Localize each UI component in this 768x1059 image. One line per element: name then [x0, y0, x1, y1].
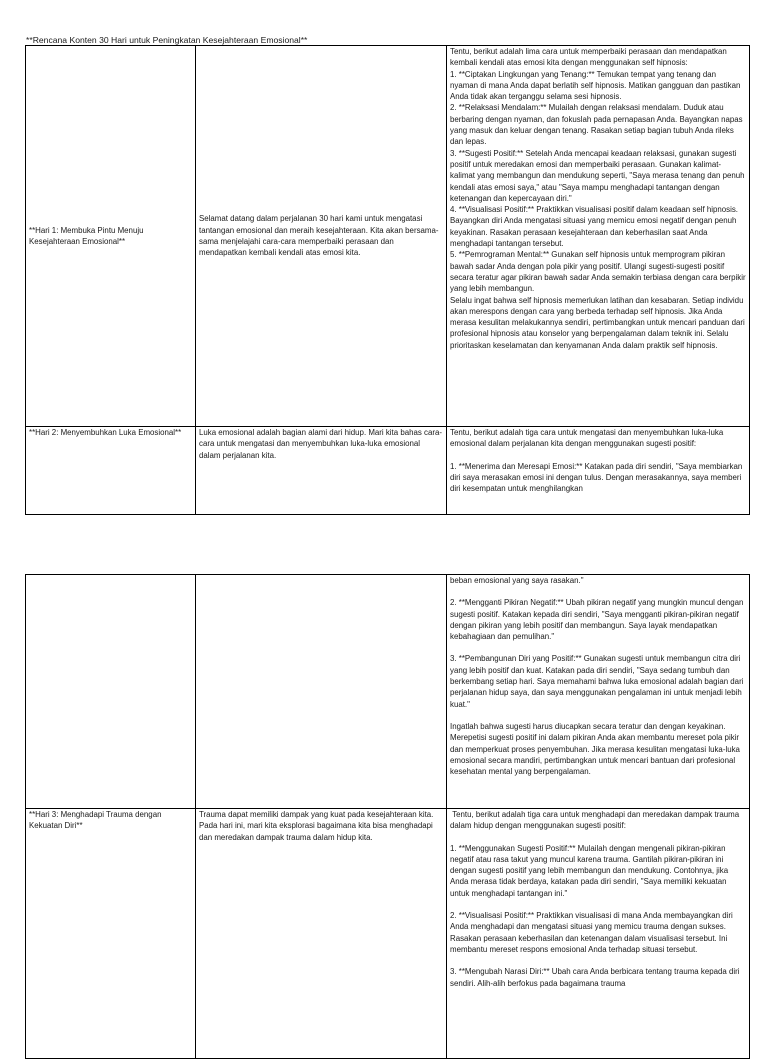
table-row	[26, 46, 750, 427]
day-title: **Hari 1: Membuka Pintu Menuju Kesejahteraan Emosional**	[29, 225, 146, 246]
content-paragraph: 3. **Pembangunan Diri yang Positif:** Gunakan sugesti untuk membangun citra diri yang lebih positif dan kuat. Katakan pada diri sendiri, "Saya sedang tumbuh dan berkembang setiap hari. Saya memahami bahwa luka emosional adalah bagian dari perjalanan hidup saya, dan saya menggunakan pengalaman ini untuk menjadi lebih kuat."	[450, 654, 746, 709]
content-paragraph: 2. **Mengganti Pikiran Negatif:** Ubah pikiran negatif yang mungkin muncul dengan sugesti positif. Katakan kepada diri sendiri, "Saya mengganti pikiran-pikiran negatif dengan pikiran yang lebih positif dan membangun. Saya layak mendapatkan kebahagiaan dan pemulihan."	[450, 598, 746, 642]
day-intro: Luka emosional adalah bagian alami dari hidup. Mari kita bahas cara-cara untuk mengatasi dan menyembuhkan luka-luka emosional dalam perjalanan kita.	[199, 428, 442, 460]
day-content-cell	[447, 46, 750, 427]
day-content-cell	[447, 809, 750, 1059]
content-paragraph: Tentu, berikut adalah tiga cara untuk mengatasi dan menyembuhkan luka-luka emosional dalam perjalanan kita dengan menggunakan sugesti positif:	[450, 428, 726, 449]
content-paragraph: Tentu, berikut adalah tiga cara untuk menghadapi dan meredakan dampak trauma dalam hidup dengan menggunakan sugesti positif:	[450, 810, 742, 831]
content-paragraph: Ingatlah bahwa sugesti harus diucapkan secara teratur dan dengan keyakinan. Merepetisi sugesti positif ini dalam pikiran Anda akan membantu mereset pola pikir dan memperkuat proses penyembuhan. Jika merasa kesulitan mengatasi luka-luka emosional secara mandiri, pertimbangkan untuk mencari bantuan dari profesional kesehatan mental yang berpengalaman.	[450, 721, 743, 777]
table-row	[26, 809, 750, 1059]
day-title-cell	[26, 427, 196, 515]
content-table-page-2	[25, 574, 750, 1059]
day-intro: Selamat datang dalam perjalanan 30 hari kami untuk mengatasi tantangan emosional dan meraih kesejahteraan. Kita akan bersama-sama menjelajahi cara-cara memperbaiki perasaan dan mendapatkan kembali kendali atas emosi kita.	[199, 214, 439, 258]
day-title: **Hari 3: Menghadapi Trauma dengan Kekuatan Diri**	[29, 810, 164, 831]
day-content-cell	[447, 575, 750, 809]
day-title-cell	[26, 809, 196, 1059]
day-title-cell	[26, 575, 196, 809]
document-title: **Rencana Konten 30 Hari untuk Peningkatan Kesejahteraan Emosional**	[26, 35, 308, 45]
day-title-cell	[26, 46, 196, 427]
day-title: **Hari 2: Menyembuhkan Luka Emosional**	[29, 428, 182, 437]
day-intro-cell	[196, 809, 447, 1059]
content-paragraph: Tentu, berikut adalah lima cara untuk memperbaiki perasaan dan mendapatkan kembali kendali atas emosi kita dengan menggunakan self hipnosis: 1. **Ciptakan Lingkungan yang Tenang:** Temukan tempat yang tenang dan nyaman di mana Anda dapat berlatih self hipnosis. Matikan gangguan dan pastikan Anda tidak akan terganggu selama sesi hipnosis. 2. **Relaksasi Mendalam:** Mulailah dengan relaksasi mendalam. Duduk atau berbaring dengan nyaman, dan fokuslah pada pernapasan Anda. Bayangkan napas yang masuk dan keluar dengan tenang. Rasakan setiap bagian tubuh Anda rileks dan lepas. 3. **Sugesti Positif:** Setelah Anda mencapai keadaan relaksasi, gunakan sugesti positif untuk meredakan emosi dan memperbaiki perasaan. Gunakan kalimat-kalimat yang membangun dan mendukung seperti, "Saya merasa tenang dan penuh kendali atas emosi saya," atau "Saya mampu menghadapi tantangan dengan ketenangan dan kepercayaan diri." 4. **Visualisasi Positif:** Praktikkan visualisasi positif dalam keadaan self hipnosis. Bayangkan diri Anda mengatasi situasi yang memicu emosi negatif dengan penuh keyakinan. Rasakan perasaan kesejahteraan dan keberhasilan saat Anda menghadapi tantangan tersebut. 5. **Pemrograman Mental:** Gunakan self hipnosis untuk memprogram pikiran bawah sadar Anda dengan pola pikir yang positif. Ulangi sugesti-sugesti positif secara teratur agar pikiran bawah sadar Anda semakin terbiasa dengan cara berpikir yang lebih membangun. Selalu ingat bahwa self hipnosis memerlukan latihan dan kesabaran. Setiap individu akan merespons dengan cara yang berbeda terhadap self hipnosis. Jika Anda merasa kesulitan melakukannya sendiri, pertimbangkan untuk mencari panduan dari profesional hipnosis atau konselor yang berpengalaman dalam teknik ini. Selalu prioritaskan keselamatan dan kenyamanan Anda dalam praktik self hipnosis.	[450, 47, 746, 350]
day-intro-cell	[196, 575, 447, 809]
content-paragraph: 1. **Menerima dan Meresapi Emosi:** Katakan pada diri sendiri, "Saya membiarkan diri saya merasakan emosi ini dengan tulus. Dengan merasakannya, saya memberi diri kesempatan untuk menghilangkan	[450, 461, 745, 494]
table-row	[26, 427, 750, 515]
content-table-page-1	[25, 45, 750, 515]
content-paragraph: beban emosional yang saya rasakan."	[450, 576, 584, 585]
content-paragraph: 2. **Visualisasi Positif:** Praktikkan visualisasi di mana Anda membayangkan diri Anda menghadapi dan mengatasi situasi yang memicu trauma dengan sukses. Rasakan perasaan keberhasilan dan ketenangan dalam visualisasi tersebut. Ini membantu mereset respons emosional Anda terhadap situasi tersebut.	[450, 911, 735, 954]
day-intro-cell	[196, 427, 447, 515]
day-intro-cell	[196, 46, 447, 427]
content-paragraph: 3. **Mengubah Narasi Diri:** Ubah cara Anda berbicara tentang trauma kepada diri sendiri. Alih-alih berfokus pada bagaimana trauma	[450, 967, 742, 988]
day-content-cell	[447, 427, 750, 515]
table-row	[26, 575, 750, 809]
content-paragraph: 1. **Menggunakan Sugesti Positif:** Mulailah dengan mengenali pikiran-pikiran negatif atau rasa takut yang muncul karena trauma. Gantilah pikiran-pikiran ini dengan sugesti positif yang lebih membangun dan mendukung. Contohnya, jika Anda merasa tidak berdaya, katakan pada diri sendiri, "Saya memiliki kekuatan untuk menghadapi tantangan ini."	[450, 843, 730, 898]
day-intro: Trauma dapat memiliki dampak yang kuat pada kesejahteraan kita. Pada hari ini, mari kita eksplorasi bagaimana kita bisa menghadapi dan meredakan dampak trauma dalam hidup kita.	[199, 810, 436, 842]
